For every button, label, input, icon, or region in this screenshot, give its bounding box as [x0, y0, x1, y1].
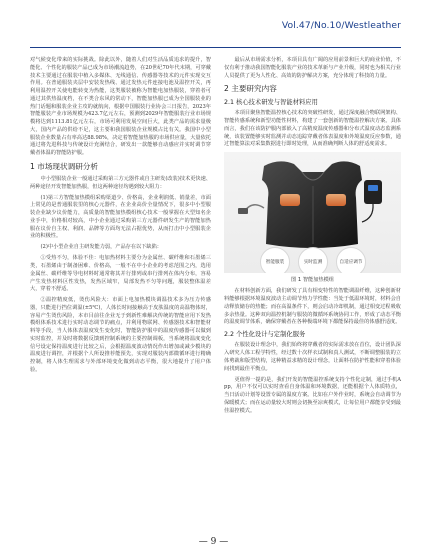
- subsection-heading: 2.2 个性化设计与定制化服务: [224, 331, 306, 339]
- paragraph: 在服装设计理念中，我们始终将穿戴者的实际需求放在首位，设计团队深入研究人体工程学特性，经过数十次样衣试制和真人测试，不断调整服装的立体剪裁和版型结构，这种精益求精的设计理念，让面料在防护性能和穿着体验间找到最佳平衡点。: [224, 342, 401, 372]
- right-column: [224, 57, 401, 418]
- paragraph: (1)第三方智能加热模组采购渠道少、价格高，企业利润低、销量差，市面上常见的是普通服装里的核心元器件，在企业高价全量情况下，很多中小型服装企业缺少议价能力，高质量的智能加热模组核心技术一般掌握在大型知名企业手中，价格相对较高，中小企业通过采购第三方元器件研发生产的智能加热服在议价自主权、利润、品牌等方面均无法占据优势，从而打击中小型服装企业的积极性。: [30, 194, 211, 240]
- journal-volume-info: Vol.47/No.10/Westleather: [281, 20, 401, 31]
- section-heading: 1 市场现状调研分析: [30, 161, 98, 171]
- figure-image: [224, 152, 401, 273]
- running-header: [30, 17, 401, 48]
- paragraph: 本项目聚焦智能温控核心技术的突破性研发，通过深度融合物联网架构、智能传感系统和新型功能性材料，构建了一套创新的智能温控解决方案。具体而言，我们在该防护服内部嵌入了高精度温度传感器和分布式温度动态监测系统，该装置能够实时监测并动态追踪穿戴者体表温度和外境温度反应参数，通过智能算法对采集数据进行即时处理，从而准确判断人体的舒适度需求。: [224, 110, 401, 148]
- figure-caption: 图 1 智能加热模组: [291, 277, 334, 284]
- subsection-heading: 2.1 核心技术研发与智能材料应用: [224, 99, 318, 107]
- paragraph: (2)中小型企业自主研发能力弱，产品存在以下缺陷：: [40, 244, 162, 251]
- feature-smart-clothing: 智能服装: [260, 247, 290, 273]
- feature-realtime-monitoring: 实时监测: [298, 247, 328, 273]
- section-heading: 2 主要研究内容: [224, 84, 277, 94]
- paragraph: 更值得一提的是，我们开发的智能温控系统支持个性化定制，通过手机App，用户不仅可以实时查看自身体温和环境数据，还能根据个人体质特点，当日活动计划等设置专属的温度方案。比如在户外作业时，系统会自动调节为保暖模式；而在运动量较大时则会切换至凉爽模式，让每位用户都能享受到最佳温控模式。: [224, 376, 401, 414]
- left-column: [30, 57, 211, 378]
- feature-adaptive-adjustment: 自适应调节: [336, 247, 366, 273]
- paragraph: ①受热不匀，体验不佳：电加热材料主要分为金属丝、碳纤维和石墨烯三类，石墨烯由于制备困难、价格高，一般不在中小企业的考虑范围之内，选用金属丝、碳纤维等导电材料时通常将其并行排列或串行排列在体内分布，容易产生发热材料区性发热，发热区域窄，局部发热不匀等问题，服装整体温差大，穿着不舒适。: [30, 255, 211, 293]
- paragraph: 对气候变化带来的实际挑战。除此以外，随着人们对生活品质追求的提升，智能化、个性化的服装产品已成为市场潮流趋势，在20世纪70年代末期，可穿戴技术主要通过在服装中植入多媒体、无线通信、传感器等技术的元件实现交互作用。在普通服装夹层中安装发热线、通过发热元件连接电池及温控开关，再利用温控开关使电能转变为热能，这类服装被称为智能电加热服装，穿着者可通过其供热温度档，在不类合东风的常动下，智能加热服已成为全国服装业的热门话题和服装企业主攻的就航向，根据中国服装行业协会三日报告，2023年智能服装产业市场规模为423.7亿元左右，预测到2029年智能服装行业市场规模将达到1113.81亿元左右，市场可利用发展空间巨大，此类产品的需求量极大，国内产品的供给不足，这主要和我国服装企业规模占比有关。我国中小型服装企业数量占有率高达88.98%，决定着智能加热服的市场供应量，大量依托通过将先进科技与传统设计充满结合，研发出一款能够自动感应并实时调节穿戴者体温的智能防护服。: [30, 57, 211, 156]
- paragraph: 中小型服装企业一般通过采购第三方元器件或自主研发(改装)技术更快速、两种途径开发智能加热服，但这两种途径均遇到较大阻力：: [30, 175, 211, 190]
- page-number: — 9 —: [198, 537, 229, 547]
- paragraph: 在材料创新方面，我们研发了具有相变特性的智能调温纤维，这种创新材料能够根据环境温度波动主动调节热力学性能：当处于低温环境时，材料会自动释放储存的热能；而在高温条件下，则会启动冷却机制，通过相变过程吸收多余热量。这种双向温控机制与服装的微循环系统协同工作，形成了动态平衡的温度调节体系，确保穿戴者在各种极端环境下都能保持最佳的体感舒适度。: [224, 288, 401, 326]
- paragraph: ②温控精度低，烫伤风险大：市面上电加热模块调温技术多为压力传感器，只能进行挡位调温(±5℃)，人体长时间接触高于皮肤温度的高温物体时，容易产生烫伤风险，本市目前往企业无于到新性难解决传统的智能应用下发热模组体系技术进行实时动态调节的痛点，并利用物联网、传感器技术和智能材料等手段，当人体体表温度发生变化时，智能防护服中的温度传感器可以做到实时监控，并及时将数据反馈到控制系统的主要控制调板，当系统将温度变化信号设定保持温度进行比较之后，会根据温度波动情况作出增加或减少模块的温度进行调控，并根据个人所设推荐能预先，实现对服装内部微循环进行精确控制，将人体生理需求与外部环境变化做到动态平衡，很大地提升了用户体验。: [30, 297, 211, 373]
- paragraph: 最后从市场需求分析，本项目具有广阔的应用前景和巨大的商业价值，不仅有利于推动我国智能化服装产业的技术革新与产业升级，同时也为相关行业人员提供了更为人性化、高效的防护解决方案，充分体现了科技的力量。: [224, 57, 401, 79]
